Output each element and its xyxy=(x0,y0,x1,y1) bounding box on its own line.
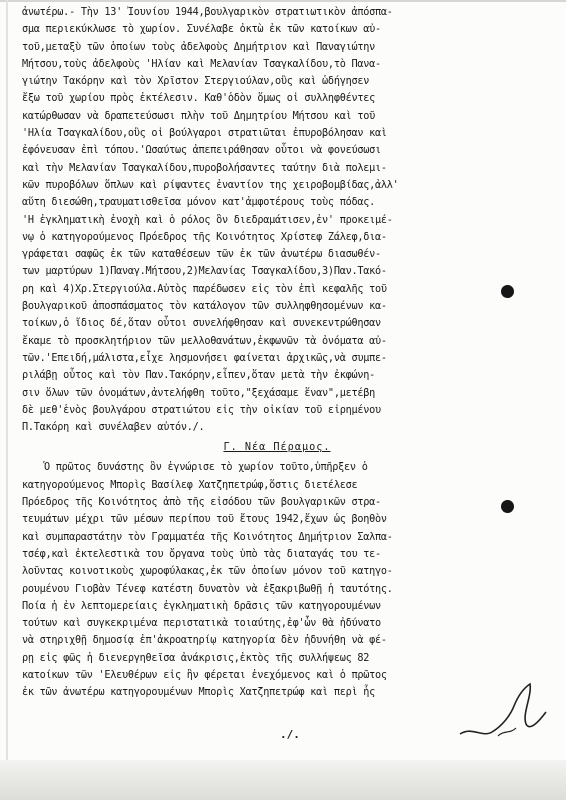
text-line: τοίκων,ὁ ἴδιος δέ,ὅταν οὗτοι συνελήφθησαν καὶ συνεκεντρώθησαν xyxy=(22,318,381,330)
text-line: ἔκαμε τὸ προσκλητήριον τῶν μελλοθανάτων,ἐκφωνῶν τὰ ὀνόματα αὐ- xyxy=(22,335,387,347)
text-line: τοῦ,μεταξὺ τῶν ὁποίων τοὺς ἀδελφοὺς Δημήτριον καὶ Παναγιώτην xyxy=(22,41,376,53)
text-line: ἔξω τοῦ χωρίου πρὸς ἐκτέλεσιν. Καθ'ὁδὸν ὅμως οἱ συλληφθέντες xyxy=(22,93,376,105)
text-line: νὰ στηριχθῇ δημοσίᾳ ἐπ'ἀκροατηρίῳ κατηγορία δὲν ἠδυνήθη νὰ φέ- xyxy=(22,635,387,647)
text-line: κατηγορούμενος Μπορὶς Βασίλεφ Χατζηπετρώφ,ὅστις διετέλεσε xyxy=(22,479,358,491)
page-left-edge xyxy=(6,0,8,800)
text-line: τῶν.'Επειδή,μάλιστα,εἶχε λησμονήσει φαίνεται ἀρχικῶς,νὰ συμπε- xyxy=(22,352,387,364)
page-top-edge xyxy=(0,0,566,2)
text-line: ἐκ τῶν ἀνωτέρω κατηγορουμένων Μπορὶς Χατζηπετρώφ καὶ περὶ ἧς xyxy=(22,687,376,699)
section-heading xyxy=(22,436,532,459)
handwritten-signature-icon xyxy=(452,676,552,746)
section-heading-text: Γ. Νέα Πέραμος. xyxy=(223,442,331,454)
text-line: Πρόεδρος τῆς Κοινότητος ἀπὸ τῆς εἰσόδου τῶν βουλγαρικῶν στρα- xyxy=(22,497,381,509)
text-line: Ὁ πρῶτος δυνάστης ὃν ἐγνώρισε τὸ χωρίον τοῦτο,ὑπῆρξεν ὁ xyxy=(44,462,368,474)
text-line: λοῦντας κοινοτικοὺς χωροφύλακας,ἐκ τῶν ὁποίων μόνον τοῦ κατηγο- xyxy=(22,566,393,578)
text-line: τούτων καὶ συγκεκριμένα περιστατικὰ τοιαύτης,ἐφ'ὧν θὰ ἠδύνατο xyxy=(22,618,381,630)
text-line: Π.Τακόρη καὶ συνέλαβεν αὐτόν./. xyxy=(22,422,205,434)
text-line: σμα περιεκύκλωσε τὸ χωρίον. Συνέλαβε ὀκτὼ ἐκ τῶν κατοίκων αὐ- xyxy=(22,24,381,36)
text-line: ρουμένου Γιοβὰν Τένεφ κατέστη δυνατὸν νὰ ἐξακριβωθῇ ἡ ταυτότης. xyxy=(22,583,393,595)
text-line: ρῃ εἰς φῶς ἡ διενεργηθεῖσα ἀνάκρισις,ἐκτὸς τῆς συλλήψεως 82 xyxy=(22,652,370,664)
text-line: γράφεται σαφῶς ἐκ τῶν καταθέσεων τῶν ἐκ τῶν ἀνωτέρω διασωθέν- xyxy=(22,249,381,261)
text-line: βουλγαρικοῦ ἀποσπάσματος τὸν κατάλογον τῶν συλληφθησομένων κα- xyxy=(22,301,387,313)
punch-hole-icon xyxy=(501,285,514,298)
text-line: σιν ὅλων τῶν ὀνομάτων,ἀντελήφθη τοῦτο,"ξεχάσαμε ἕναν",μετέβη xyxy=(22,387,376,399)
text-line: Μήτσου,τοὺς ἀδελφοὺς 'Ηλίαν καὶ Μελανίαν Τσαγκαλίδου,τὸ Πανα- xyxy=(22,58,381,70)
text-line: τευμάτων μέχρι τῶν μέσων περίπου τοῦ ἔτους 1942,ἔχων ὡς βοηθὸν xyxy=(22,514,387,526)
text-line: γιώτην Τακόρην καὶ τὸν Χρῖστον Στεργιούλαν,οὓς καὶ ὡδήγησεν xyxy=(22,76,370,88)
text-line: των μαρτύρων 1)Παναγ.Μήτσου,2)Μελανίας Τσαγκαλίδου,3)Παν.Τακό- xyxy=(22,266,387,278)
page-end-mark: ./. xyxy=(280,728,300,741)
text-line: νῳ ὁ κατηγορούμενος Πρόεδρος τῆς Κοινότητος Χρίστεφ Ζάλεφ,δια- xyxy=(22,231,387,243)
text-line: κατοίκων τῶν 'Ελευθέρων εἰς ἣν φέρεται ἐνεχόμενος καὶ ὁ πρῶτος xyxy=(22,669,387,681)
text-line: 'Ηλία Τσαγκαλίδου,οὓς οἱ βούλγαροι στρατιῶται ἐπυροβόλησαν καὶ xyxy=(22,128,387,140)
text-line: ρη καὶ 4)Χρ.Στεργιούλα.Αὐτὸς παρέδωσεν εἰς τὸν ἐπὶ κεφαλῆς τοῦ xyxy=(22,283,387,295)
document-body xyxy=(22,4,532,702)
punch-hole-icon xyxy=(501,500,514,513)
text-line: κατώρθωσαν νὰ δραπετεύσωσι πλὴν τοῦ Δημητρίου Μήτσου καὶ τοῦ xyxy=(22,110,376,122)
text-line: καὶ τὴν Μελανίαν Τσαγκαλίδου,πυροβολήσαντες ταύτην διὰ πολεμι- xyxy=(22,162,387,174)
text-line: καὶ συμπαραστάτην τὸν Γραμματέα τῆς Κοινότητος Δημήτριον Σαλπα- xyxy=(22,531,393,543)
text-line: δὲ μεθ'ἑνὸς βουλγάρου στρατιώτου εἰς τὴν οἰκίαν τοῦ εἰρημένου xyxy=(22,404,381,416)
text-line: κῶν πυροβόλων ὅπλων καὶ ρίψαντες ἐναντίον της χειροβομβίδας,ἀλλ' xyxy=(22,179,399,191)
text-line: αὕτη διεσώθη,τραυματισθεῖσα μόνον κατ'ἀμφοτέρους τοὺς πόδας. xyxy=(22,197,376,209)
text-line: ἐφόνευσαν ἐπὶ τόπου.'Ωσαύτως ἀπεπειράθησαν οὗτοι νὰ φονεύσωσι xyxy=(22,145,381,157)
text-line: Ποία ἡ ἐν λεπτομερείαις ἐγκληματικὴ δρᾶσις τῶν κατηγορουμένων xyxy=(22,600,381,612)
text-line: τσέφ,καὶ ἐκτελεστικὰ του ὄργανα τοὺς ὑπὸ τὰς διαταγάς του τε- xyxy=(22,548,381,560)
text-line: 'Η ἐγκληματικὴ ἐνοχὴ καὶ ὁ ρόλος ὃν διεδραμάτισεν,ἐν' προκειμέ- xyxy=(22,214,393,226)
page-bottom-edge xyxy=(0,760,566,800)
text-line: ριλάβῃ οὗτος καὶ τὸν Παν.Τακόρην,εἶπεν,ὅταν μετὰ τὴν ἐκφώνη- xyxy=(22,370,376,382)
text-line: ἀνωτέρω.- Τὴν 13' Ἰουνίου 1944,βουλγαρικὸν στρατιωτικὸν ἀπόσπα- xyxy=(22,7,393,18)
